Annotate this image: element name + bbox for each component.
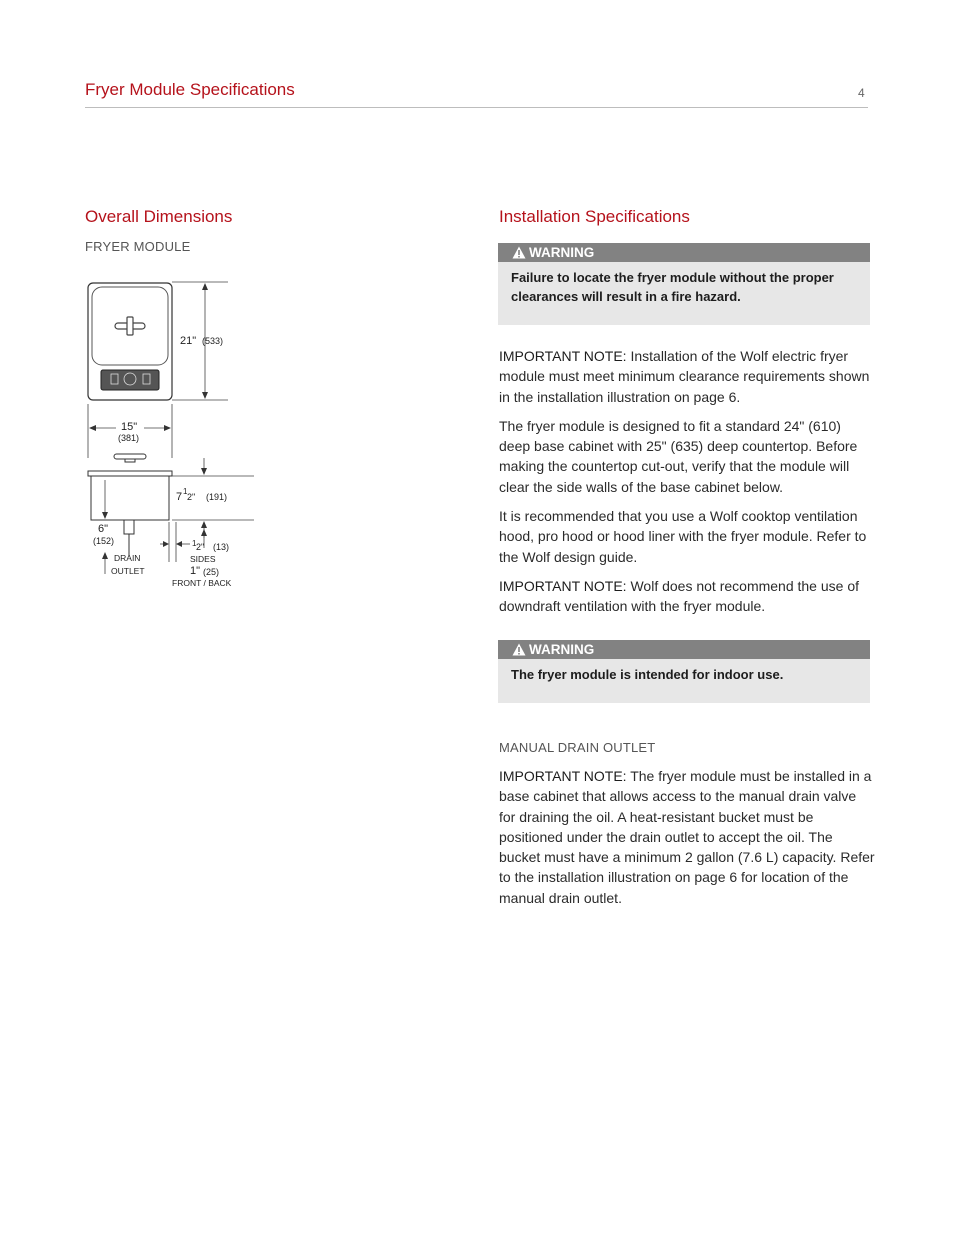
height-dimension [172,282,228,400]
depth-inches-whole: 7 [176,491,183,503]
depth-dimension [172,458,254,538]
top-view-illustration [88,283,172,400]
sides-mm: (13) [213,542,230,552]
paragraph-install-note: IMPORTANT NOTE: Installation of the Wolf electric fryer module must meet minimum clearance requirements shown in the installation illustration on page 6. [499,348,870,405]
drain-body-text [499,766,875,917]
manual-drain-subhead: MANUAL DRAIN OUTLET [499,740,656,755]
drain-mm: (152) [93,536,115,546]
page-title: Fryer Module Specifications [85,80,295,99]
depth-inches-frac-num: 1 [183,487,188,496]
depth-mm: (191) [206,492,228,502]
paragraph-downdraft-note: IMPORTANT NOTE: Wolf does not recommend the use of downdraft ventilation with the fryer module. [499,577,859,615]
warning-box-clearance [498,243,870,325]
paragraph-ventilation: It is recommended that you use a Wolf cooktop ventilation hood, pro hood or hood liner with the fryer module. Refer to the Wolf design guide. [499,508,867,565]
front-back-mm: (25) [203,567,220,577]
height-inches: 21" [180,335,197,347]
fryer-module-subhead: FRYER MODULE [85,239,191,254]
drain-label-line1: DRAIN [114,553,141,563]
front-back-label: FRONT / BACK [172,578,232,588]
width-inches: 15" [121,421,138,433]
important-note-label: IMPORTANT NOTE: [499,577,627,594]
fryer-dimension-diagram [84,278,254,598]
sides-label: SIDES [190,554,216,564]
warning-text: The fryer module is intended for indoor use. [511,667,784,682]
warning-label: WARNING [529,642,595,657]
warning-triangle-icon [512,643,526,656]
installation-specs-heading: Installation Specifications [499,207,690,226]
sides-frac-num: 1 [192,539,197,548]
paragraph-cabinet-fit: The fryer module is designed to fit a standard 24" (610) deep base cabinet with 25" (635) deep countertop. Before making the countertop cut-out, verify that the module will clear the side walls of the base cabinet below. [499,417,858,495]
warning-triangle-icon [512,246,526,259]
important-note-label: IMPORTANT NOTE: [499,768,627,784]
warning-box-indoor [498,640,870,703]
sides-frac-den: 2" [196,542,205,552]
front-back-inches: 1" [190,565,201,577]
width-dimension [88,404,172,458]
warning-text: Failure to locate the fryer module without the proper clearances will result in a fire hazard. [511,270,834,304]
header-divider [85,107,868,108]
drain-inches: 6" [98,523,109,535]
width-mm: (381) [118,433,140,443]
overall-dimensions-heading: Overall Dimensions [85,207,233,226]
paragraph-drain-note: IMPORTANT NOTE: The fryer module must be installed in a base cabinet that allows access to the manual drain valve for draining the oil. A heat-resistant bucket must be positioned under the drain outlet to accept the oil. The bucket must have a minimum 2 gallon (7.6 L) capacity. Refer to the installation illustration on page 6 for location of the manual drain outlet. [499,768,875,906]
important-note-label: IMPORTANT NOTE: [499,348,627,364]
height-mm: (533) [202,336,224,346]
installation-body-text [499,346,875,626]
warning-label: WARNING [529,245,595,260]
depth-inches-frac-den: 2" [187,492,196,502]
warning-header [498,243,870,262]
page-number: 4 [858,86,865,100]
drain-label-line2: OUTLET [111,566,145,576]
warning-header [498,640,870,659]
clearance-dimension [160,522,232,588]
